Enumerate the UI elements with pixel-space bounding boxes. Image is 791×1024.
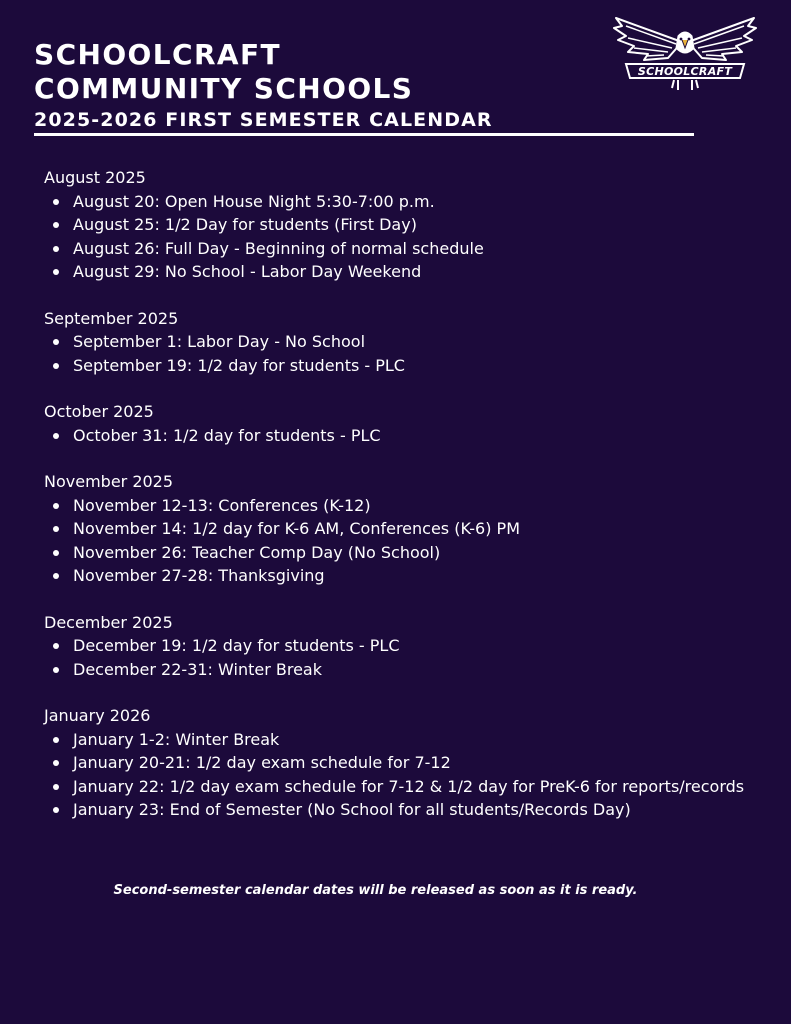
calendar-content (44, 166, 764, 845)
event-text: November 12-13: Conferences (K-12) (73, 495, 371, 515)
event-item (44, 517, 764, 541)
event-item (44, 775, 764, 799)
event-item (44, 658, 764, 682)
footer-note: Second-semester calendar dates will be released as soon as it is ready. (113, 883, 638, 898)
event-item (44, 424, 764, 448)
month-heading: October 2025 (44, 402, 154, 421)
bullet-icon (53, 550, 59, 556)
event-list (44, 330, 764, 377)
logo-wordmark: SCHOOLCRAFT (637, 65, 733, 78)
month-heading: December 2025 (44, 612, 173, 632)
event-text: September 19: 1/2 day for students - PLC (73, 355, 405, 375)
event-list (44, 190, 764, 284)
event-text: January 22: 1/2 day exam schedule for 7-12 & 1/2 day for PreK-6 for reports/records (73, 776, 745, 796)
bullet-icon (53, 784, 59, 790)
event-text: December 22-31: Winter Break (73, 659, 322, 679)
month-section (44, 166, 764, 284)
event-text: August 26: Full Day - Beginning of normal schedule (73, 238, 484, 258)
event-item (44, 330, 764, 354)
event-item (44, 728, 764, 752)
event-item (44, 541, 764, 565)
month-heading: January 2026 (44, 706, 151, 725)
event-text: August 29: No School - Labor Day Weekend (73, 262, 422, 281)
page-title: SCHOOLCRAFT COMMUNITY SCHOOLS (34, 38, 414, 105)
bullet-icon (53, 643, 59, 649)
event-text: January 1-2: Winter Break (73, 729, 280, 749)
bullet-icon (53, 246, 59, 252)
header-divider (34, 133, 694, 136)
bullet-icon (53, 433, 59, 439)
bullet-icon (53, 667, 59, 673)
event-text: December 19: 1/2 day for students - PLC (73, 636, 400, 655)
bullet-icon (53, 737, 59, 743)
bullet-icon (53, 760, 59, 766)
bullet-icon (53, 339, 59, 345)
month-section (44, 400, 764, 447)
event-item (44, 237, 764, 261)
event-text: November 14: 1/2 day for K-6 AM, Conferences (K-6) PM (73, 519, 521, 538)
event-item (44, 564, 764, 588)
event-item (44, 751, 764, 775)
event-text: January 23: End of Semester (No School for all students/Records Day) (73, 800, 631, 819)
bullet-icon (53, 807, 59, 813)
page-subtitle: 2025-2026 FIRST SEMESTER CALENDAR (34, 109, 493, 131)
eagle-logo-icon (612, 12, 758, 92)
event-item (44, 634, 764, 658)
bullet-icon (53, 573, 59, 579)
event-text: October 31: 1/2 day for students - PLC (73, 425, 381, 445)
bullet-icon (53, 199, 59, 205)
month-heading: September 2025 (44, 308, 179, 328)
month-heading: August 2025 (44, 168, 146, 187)
event-text: January 20-21: 1/2 day exam schedule for 7-12 (73, 753, 451, 772)
event-list (44, 634, 764, 681)
event-text: August 20: Open House Night 5:30-7:00 p.m. (73, 191, 435, 211)
bullet-icon (53, 503, 59, 509)
bullet-icon (53, 222, 59, 228)
event-item (44, 798, 764, 822)
event-text: September 1: Labor Day - No School (73, 332, 366, 351)
bullet-icon (53, 269, 59, 275)
event-item (44, 354, 764, 378)
event-text: August 25: 1/2 Day for students (First Day) (73, 215, 417, 234)
event-text: November 27-28: Thanksgiving (73, 566, 325, 585)
page-header (34, 38, 694, 132)
bullet-icon (53, 526, 59, 532)
school-logo (612, 12, 758, 92)
event-item (44, 260, 764, 284)
event-text: November 26: Teacher Comp Day (No School) (73, 542, 441, 562)
month-heading: November 2025 (44, 472, 174, 491)
event-list (44, 424, 764, 448)
month-section (44, 470, 764, 588)
event-item (44, 190, 764, 214)
event-list (44, 494, 764, 588)
event-item (44, 213, 764, 237)
bullet-icon (53, 363, 59, 369)
month-section (44, 307, 764, 378)
month-section (44, 611, 764, 682)
event-item (44, 494, 764, 518)
event-list (44, 728, 764, 822)
month-section (44, 704, 764, 822)
